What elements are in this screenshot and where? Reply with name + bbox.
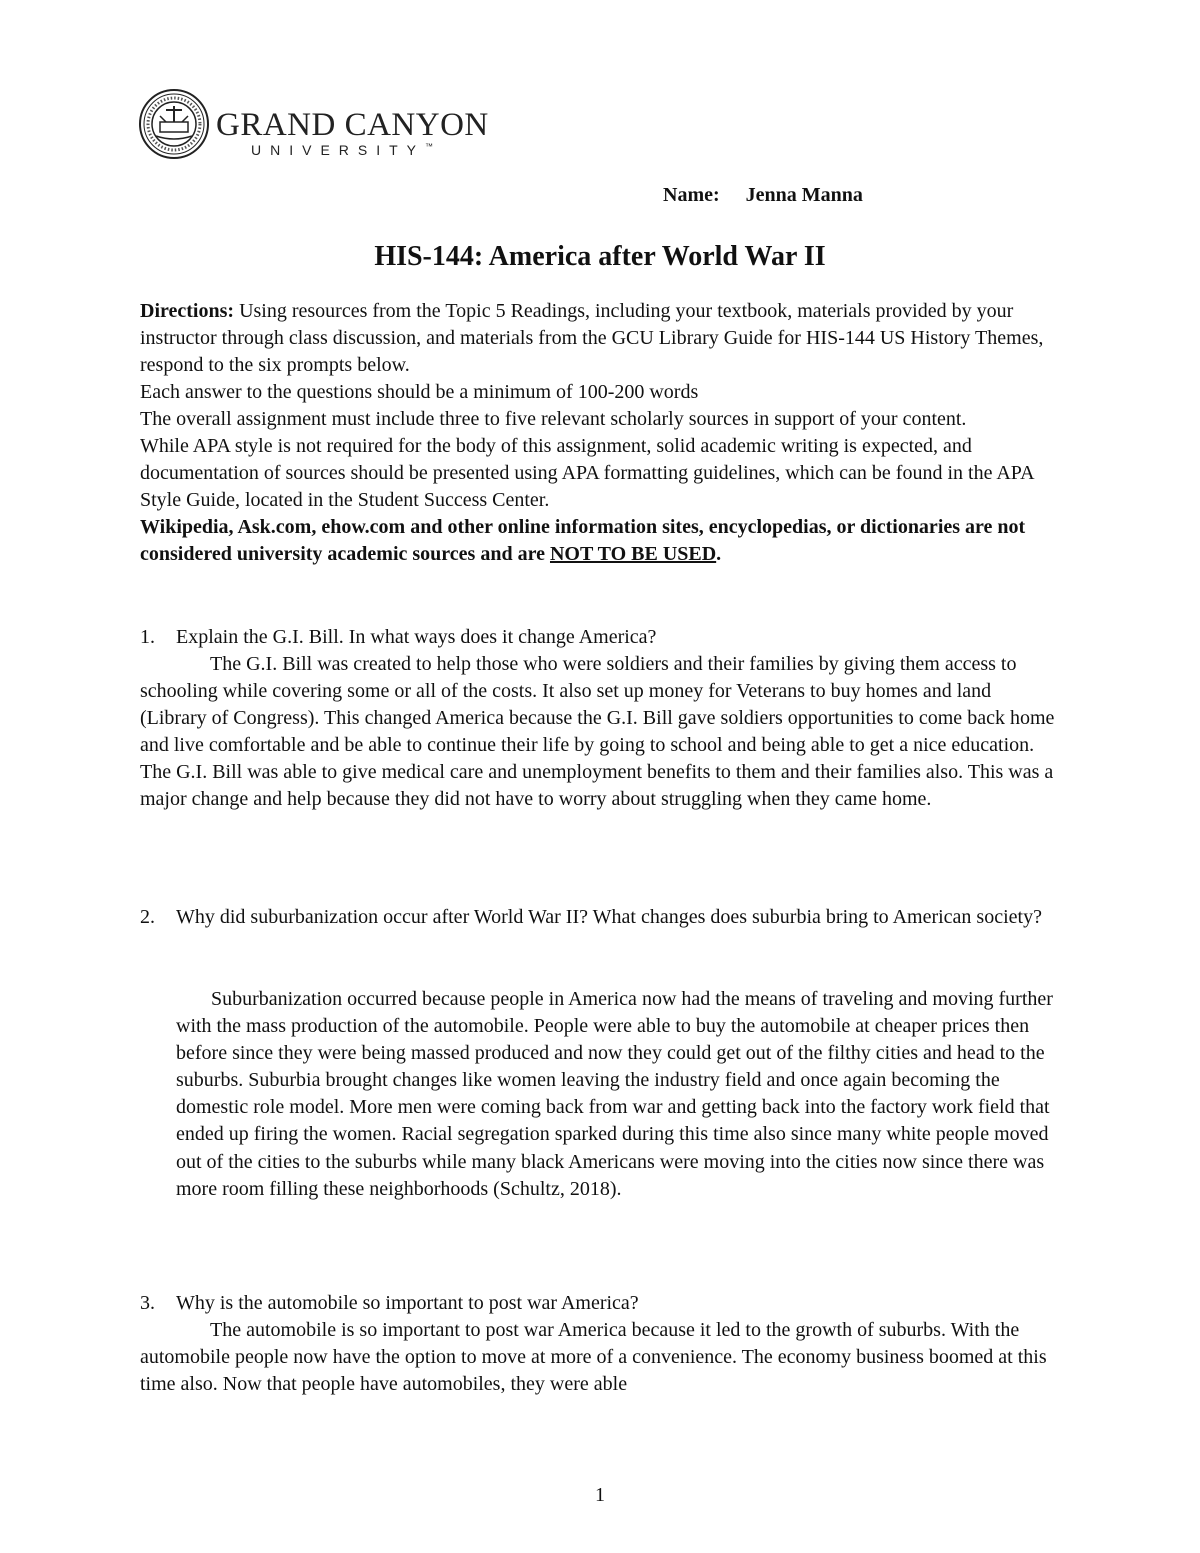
answer-text: The G.I. Bill was created to help those who were soldiers and their families by giving them access to schooling while covering some or all of the costs. It also set up money for Veterans to buy homes and land (Library of Congress). This changed America because the G.I. Bill gave soldiers opportunities to come back home and live comfortable and be able to continue their life by going to school and being able to get a nice education. The G.I. Bill was able to give medical care and unemployment benefits to them and their families also. This was a major change and help because they did not have to worry about struggling when they came home. [140, 653, 1055, 810]
question-prompt [140, 904, 1060, 931]
question-1 [140, 624, 1060, 813]
question-2 [140, 904, 1060, 931]
question-number: 1. [140, 626, 155, 648]
directions-block [140, 298, 1060, 568]
question-text: Why did suburbanization occur after World War II? What changes does suburbia bring to American society? [176, 906, 1042, 928]
question-prompt [140, 624, 1060, 651]
university-logo [138, 88, 489, 160]
logo-wordmark: GRAND CANYON [216, 107, 489, 143]
page-number: 1 [595, 1484, 605, 1506]
sources-warning: Wikipedia, Ask.com, ehow.com and other online information sites, encyclopedias, or dictionaries are not considered university academic sources and are NOT TO BE USED. [140, 516, 1026, 565]
student-name-line [663, 184, 863, 207]
gcu-seal-icon [138, 88, 210, 160]
trademark-mark: ™ [425, 142, 434, 151]
question-number: 3. [140, 1292, 155, 1314]
name-label: Name: [663, 184, 720, 206]
question-prompt [140, 1290, 1060, 1317]
name-value: Jenna Manna [745, 184, 863, 206]
directions-paragraph [140, 298, 1060, 379]
answer-text: The automobile is so important to post war America because it led to the growth of suburbs. With the automobile people now have the option to move at more of a convenience. The economy business boomed at this time also. Now that people have automobiles, they were able [140, 1319, 1047, 1395]
logo-subtitle: UNIVERSITY™ [251, 142, 434, 158]
not-to-be-used: NOT TO BE USED [549, 543, 717, 565]
question-number: 2. [140, 906, 155, 928]
question-3 [140, 1290, 1060, 1398]
directions-apa: While APA style is not required for the body of this assignment, solid academic writing is expected, and documentation of sources should be presented using APA formatting guidelines, which can be found in the APA Style Guide, located in the Student Success Center. [140, 435, 1034, 511]
answer-text: Suburbanization occurred because people in America now had the means of traveling and moving further with the mass production of the automobile. People were able to buy the automobile at cheaper prices then before since they were being massed produced and now they could get out of the filthy cities and head to the suburbs. Suburbia brought changes like women leaving the industry field and once again becoming the domestic role model. More men were coming back from war and getting back into the factory work field that ended up firing the women. Racial segregation sparked during this time also since many white people moved out of the cities to the suburbs while many black Americans were moving into the cities now since there was more room filling these neighborhoods (Schultz, 2018). [176, 988, 1053, 1200]
question-text: Why is the automobile so important to post war America? [176, 1292, 639, 1314]
document-title: HIS-144: America after World War II [374, 241, 826, 272]
directions-sources: The overall assignment must include three to five relevant scholarly sources in support of your content. [140, 408, 967, 430]
directions-label: Directions: [140, 300, 235, 322]
directions-text: Using resources from the Topic 5 Readings, including your textbook, materials provided by your instructor through class discussion, and materials from the GCU Library Guide for HIS-144 US History Themes, respond to the six prompts below. [140, 300, 1044, 376]
question-text: Explain the G.I. Bill. In what ways does it change America? [176, 626, 657, 648]
directions-word-count: Each answer to the questions should be a minimum of 100-200 words [140, 381, 699, 403]
